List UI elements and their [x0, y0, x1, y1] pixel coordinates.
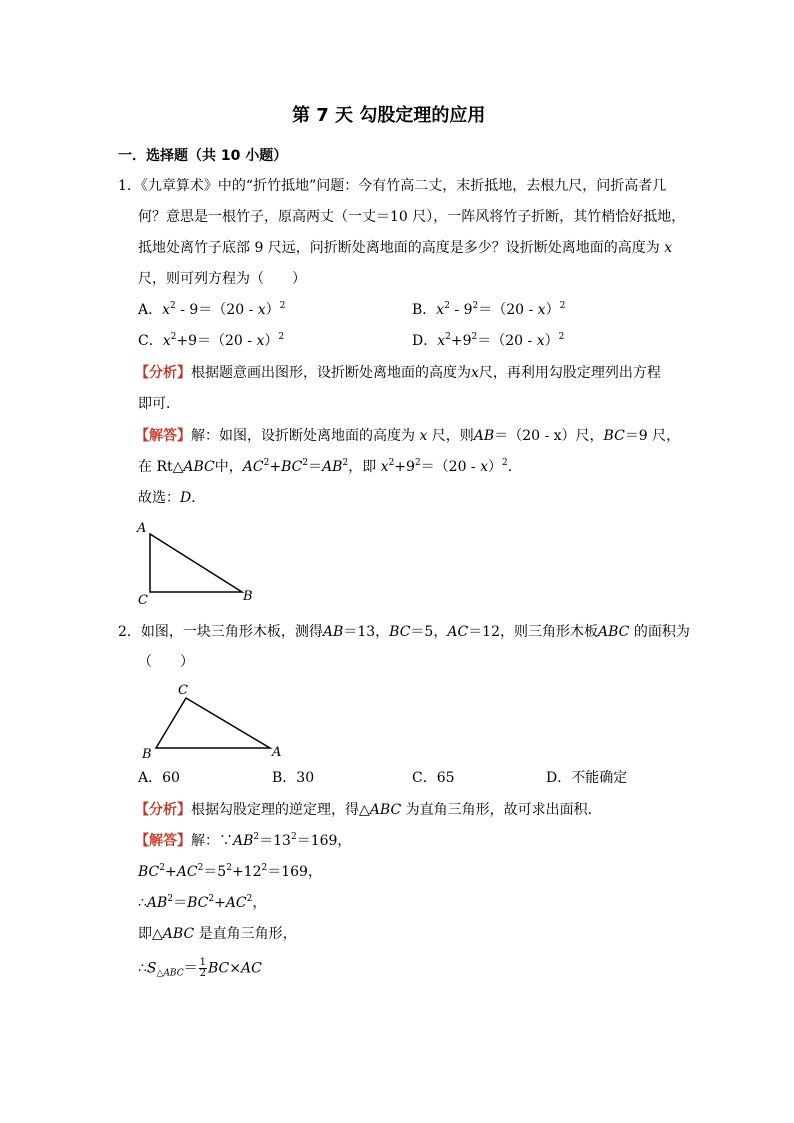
q2-number: 2．: [118, 624, 141, 640]
q1-triangle-figure: [132, 516, 262, 606]
fraction-half: $\frac{1}{2}$: [199, 957, 206, 979]
q2-paren: （ ）: [138, 654, 194, 670]
q1-option-a[interactable]: A．$x^2 - 9=(20 - x)^2$: [138, 301, 286, 318]
q1-line-4: 尺，则可列方程为（ ）: [138, 271, 306, 287]
q2-answer-line-3: $\therefore AB^2=BC^2+AC^2$，: [138, 894, 267, 911]
q2-answer-line-2: $BC^2+AC^2=5^2+12^2=169$，: [138, 863, 322, 880]
q1-triangle: [150, 534, 242, 592]
q1-option-a-label: A．: [138, 302, 163, 318]
q1-line-2: 何？意思是一根竹子，原高两丈（一丈＝10 尺），一阵风将竹子折断，其竹梢恰好抵地，: [138, 209, 686, 225]
q2-triangle-figure: [138, 680, 288, 760]
q2-line-1: 2．如图，一块三角形木板，测得AB＝13，BC＝5，AC＝12，则三角形木板ABC 的面积为: [118, 624, 690, 640]
q1-option-c-label: C．: [138, 333, 163, 349]
q2-option-b[interactable]: B．30: [272, 770, 315, 786]
q1-option-b-label: B．: [412, 302, 437, 318]
q1-option-c[interactable]: C．$x^2+9=(20 - x)^2$: [138, 332, 285, 349]
q1-vertex-a: A: [137, 521, 147, 536]
q1-option-b[interactable]: B．$x^2 - 9^2=(20 - x)^2$: [412, 301, 566, 318]
q2-analysis-tag: 【分析】: [135, 802, 191, 818]
q1-option-d-label: D．: [412, 333, 438, 349]
q2-option-c[interactable]: C．65: [412, 770, 455, 786]
q2-answer-tag: 【解答】: [135, 833, 191, 849]
q1-answer-line-2: 在 Rt△ABC中，$AC^2+BC^2=AB^2$，即 $x^2+9^2=(20 - x)^2$．: [138, 458, 522, 475]
q1-line-3: [138, 238, 672, 258]
q1-text-3: 抵地处离竹子底部 9 尺远，问折断处离地面的高度是多少？设折断处离地面的高度为: [138, 240, 660, 256]
page-title: 第 7 天 勾股定理的应用: [292, 105, 486, 126]
q2-answer-line-1: 【解答】解：$\because AB^2=13^2=169$，: [135, 832, 352, 849]
q2-vertex-c: C: [178, 683, 188, 698]
q1-answer-tag: 【解答】: [135, 428, 191, 444]
q1-line-1: [118, 176, 666, 196]
q2-answer-line-5: $\therefore S_{\triangle ABC}=$ $\frac{1}{2}$ BC×AC: [138, 957, 262, 979]
q1-answer-line-1: 【解答】解：如图，设折断处离地面的高度为 x 尺，则AB＝（20 - x）尺，BC＝9 尺，: [135, 428, 681, 444]
q2-answer-line-4: 即△ABC 是直角三角形，: [138, 926, 297, 942]
q2-analysis: 【分析】根据勾股定理的逆定理，得△ABC 为直角三角形，故可求出面积．: [135, 802, 602, 818]
q2-vertex-b: B: [142, 747, 152, 760]
q1-choice: 故选：D．: [138, 490, 206, 506]
q2-option-a[interactable]: A．60: [138, 770, 180, 786]
q2-triangle: [156, 698, 270, 748]
q1-vertex-b: B: [243, 589, 253, 604]
q1-number: 1．: [118, 178, 141, 194]
q2-vertex-a: A: [272, 745, 282, 760]
q1-analysis-tag: 【分析】: [135, 365, 191, 381]
q2-option-d[interactable]: D．不能确定: [546, 770, 628, 786]
section-heading: 一．选择题（共 10 小题）: [118, 148, 288, 164]
q1-analysis: 【分析】根据题意画出图形，设折断处离地面的高度为x尺，再利用勾股定理列出方程: [135, 365, 661, 381]
q1-option-d[interactable]: D．$x^2+9^2=(20 - x)^2$: [412, 332, 565, 349]
q1-vertex-c: C: [138, 593, 148, 606]
q1-var-x: x: [664, 240, 673, 256]
q1-analysis-line-2: 即可．: [138, 396, 180, 412]
q1-text-1: 《九章算术》中的“折竹抵地”问题：今有竹高二丈，末折抵地，去根九尺，问折高者几: [140, 178, 667, 194]
